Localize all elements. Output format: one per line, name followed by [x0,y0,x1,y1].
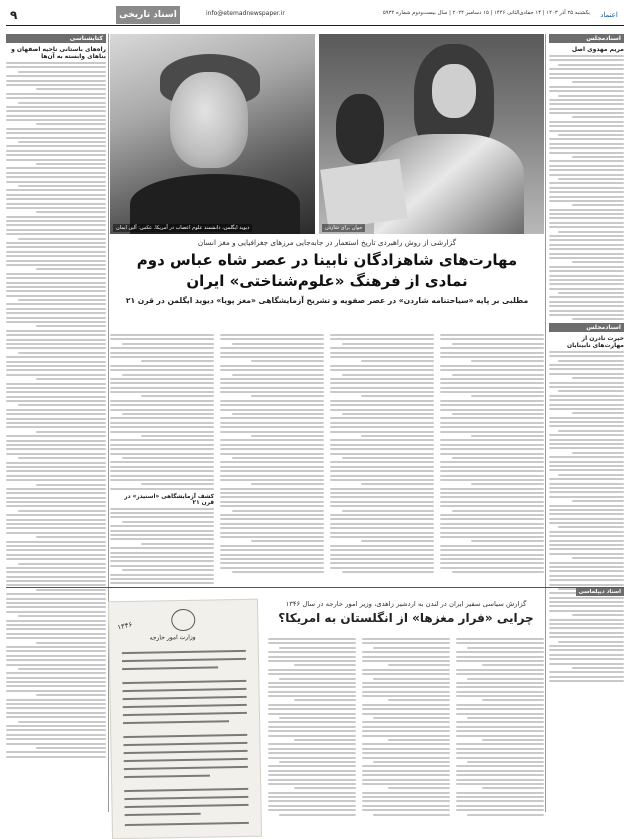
date-line: یکشنبه ۲۵ آذر ۱۴۰۳ | ۱۴ جمادی‌الثانی ۱۴۴۶ | ۱۵ دسامبر ۲۰۲۴ | سال بیست‌و‌دوم شماره ۵۹۳۲ [382,10,590,16]
archival-document-image [108,599,262,839]
section-tag-bibliography: کتابشناسی [6,34,106,43]
column-divider-right [545,34,546,812]
headline-title-line1: مهارت‌های شاهزادگان نابینا در عصر شاه عباس دوم [136,251,518,269]
second-article-head [268,600,544,625]
article-col-4 [110,334,214,584]
right-column-text [549,55,624,320]
document-header: وزارت امور خارجه [149,633,196,642]
right-column-text-2 [549,351,624,682]
headline-title-line2: نمادی از فرهنگ «علوم‌شناختی» ایران [186,272,468,290]
masthead [6,6,624,26]
headline-kicker: گزارشی از روش راهبردی تاریخ استعمار در جابه‌جایی مرزهای جغرافیایی و مغز انسان [197,238,457,247]
email-address: info@etemadnewspaper.ir [206,10,285,17]
newspaper-logo: اعتماد [600,11,618,19]
author-name: مریم مهدوی اصل [571,46,624,53]
right-column [549,34,624,812]
second-article-body [268,638,544,838]
second-article-kicker: گزارش سیاسی سفیر ایران در لندن به اردشیر زاهدی، وزیر امور خارجه در سال ۱۳۴۶ [285,600,527,608]
left-kicker: راه‌های باستانی ناحیه اصفهان و بناهای وابسته به آن‌ها [11,46,106,60]
article-col-1 [440,334,544,584]
section-label: اسناد تاریخی [116,6,180,24]
section-tag-parliament: اسناد‌مجلس [549,34,624,43]
section-divider [6,587,624,596]
photo-strip [110,34,544,234]
article-body [110,334,544,584]
headline-block [110,238,544,305]
section-tag-parliament-2: اسناد‌مجلس [549,323,624,332]
handwritten-number: ۱۳۴۶ [116,620,134,632]
second-article-title: چرایی «فرار مغزها» از انگلستان به امریکا؟ [278,611,534,625]
section-tag-diplomacy: اسناد دیپلماسی [576,588,624,596]
article-col-3 [220,334,324,584]
right-kicker-2: حیرت نادرن از مهارت‌های نابینایان [567,334,624,349]
headline-subtitle: مطلبی بر پایه «سیاحتنامه شاردن» در عصر صفویه و تشریح آزمایشگاهی «مغز پویا» دیوید ایگلمن در قرن ۲۱ [125,296,529,305]
article-col-2 [330,334,434,584]
article-subhead: کشف آزمایشگاهی «اسنیدر» در قرن ۲۱ [124,493,214,506]
left-column [6,34,106,812]
left-column-text [6,62,106,758]
caption-right: جوان برای شاردن [322,224,365,232]
caption-left: دیوید ایگلمن، دانشمند علوم اعصاب در آمریکا. عکس: آلین ایمان [113,224,252,232]
emblem-icon [171,609,195,631]
page-number: ۹ [10,8,18,22]
photo-eagleman [110,34,315,234]
photo-chardin-painting [319,34,544,234]
